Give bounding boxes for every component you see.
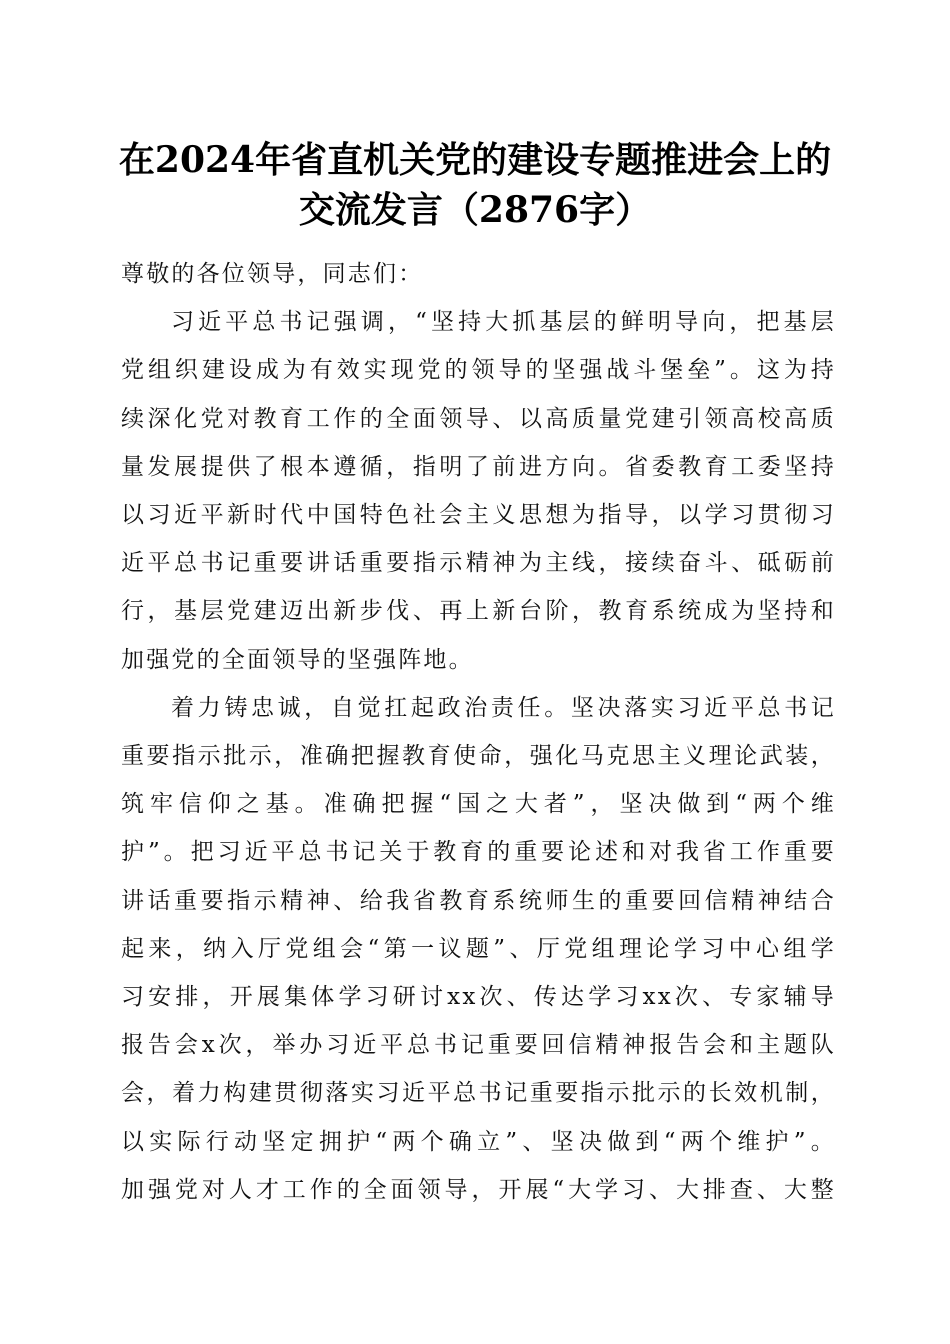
paragraph-line: 筑牢信仰之基。准确把握“国之大者”，坚决做到“两个维: [121, 791, 836, 818]
paragraph-line: 以实际行动坚定拥护“两个确立”、坚决做到“两个维护”。: [121, 1128, 836, 1155]
title-line-1: 在2024年省直机关党的建设专题推进会上的: [118, 139, 832, 181]
paragraph-line: 会，着力构建贯彻落实习近平总书记重要指示批示的长效机制，: [121, 1080, 836, 1107]
paragraph-line: 以习近平新时代中国特色社会主义思想为指导，以学习贯彻习: [121, 502, 836, 529]
paragraph-line: 讲话重要指示精神、给我省教育系统师生的重要回信精神结合: [121, 887, 836, 914]
paragraph-line: 习安排，开展集体学习研讨xx次、传达学习xx次、专家辅导: [121, 984, 836, 1011]
paragraph-line: 护”。把习近平总书记关于教育的重要论述和对我省工作重要: [121, 839, 836, 866]
paragraph-line: 党组织建设成为有效实现党的领导的坚强战斗堡垒”。这为持: [121, 357, 836, 384]
paragraph-line: 重要指示批示，准确把握教育使命，强化马克思主义理论武装，: [121, 743, 836, 770]
paragraph-line: 着力铸忠诚，自觉扛起政治责任。坚决落实习近平总书记: [171, 694, 836, 721]
paragraph-line: 加强党的全面领导的坚强阵地。: [121, 646, 474, 673]
title-line-2: 交流发言（2876字）: [298, 189, 652, 231]
document-title: [80, 135, 870, 235]
paragraph-line: 近平总书记重要讲话重要指示精神为主线，接续奋斗、砥砺前: [121, 550, 836, 577]
paragraph-line: 量发展提供了根本遵循，指明了前进方向。省委教育工委坚持: [121, 453, 836, 480]
paragraph-line: 加强党对人才工作的全面领导，开展“大学习、大排查、大整: [121, 1176, 836, 1203]
paragraph-2: [121, 684, 836, 1214]
document-body: [121, 250, 836, 1214]
paragraph-1: [121, 298, 836, 684]
paragraph-line: 续深化党对教育工作的全面领导、以高质量党建引领高校高质: [121, 405, 836, 432]
paragraph-line: 报告会x次，举办习近平总书记重要回信精神报告会和主题队: [121, 1032, 836, 1059]
salutation: 尊敬的各位领导，同志们：: [121, 261, 424, 287]
paragraph-line: 起来，纳入厅党组会“第一议题”、厅党组理论学习中心组学: [121, 935, 836, 962]
paragraph-line: 习近平总书记强调，“坚持大抓基层的鲜明导向，把基层: [171, 309, 836, 336]
paragraph-line: 行，基层党建迈出新步伐、再上新台阶，教育系统成为坚持和: [121, 598, 836, 625]
